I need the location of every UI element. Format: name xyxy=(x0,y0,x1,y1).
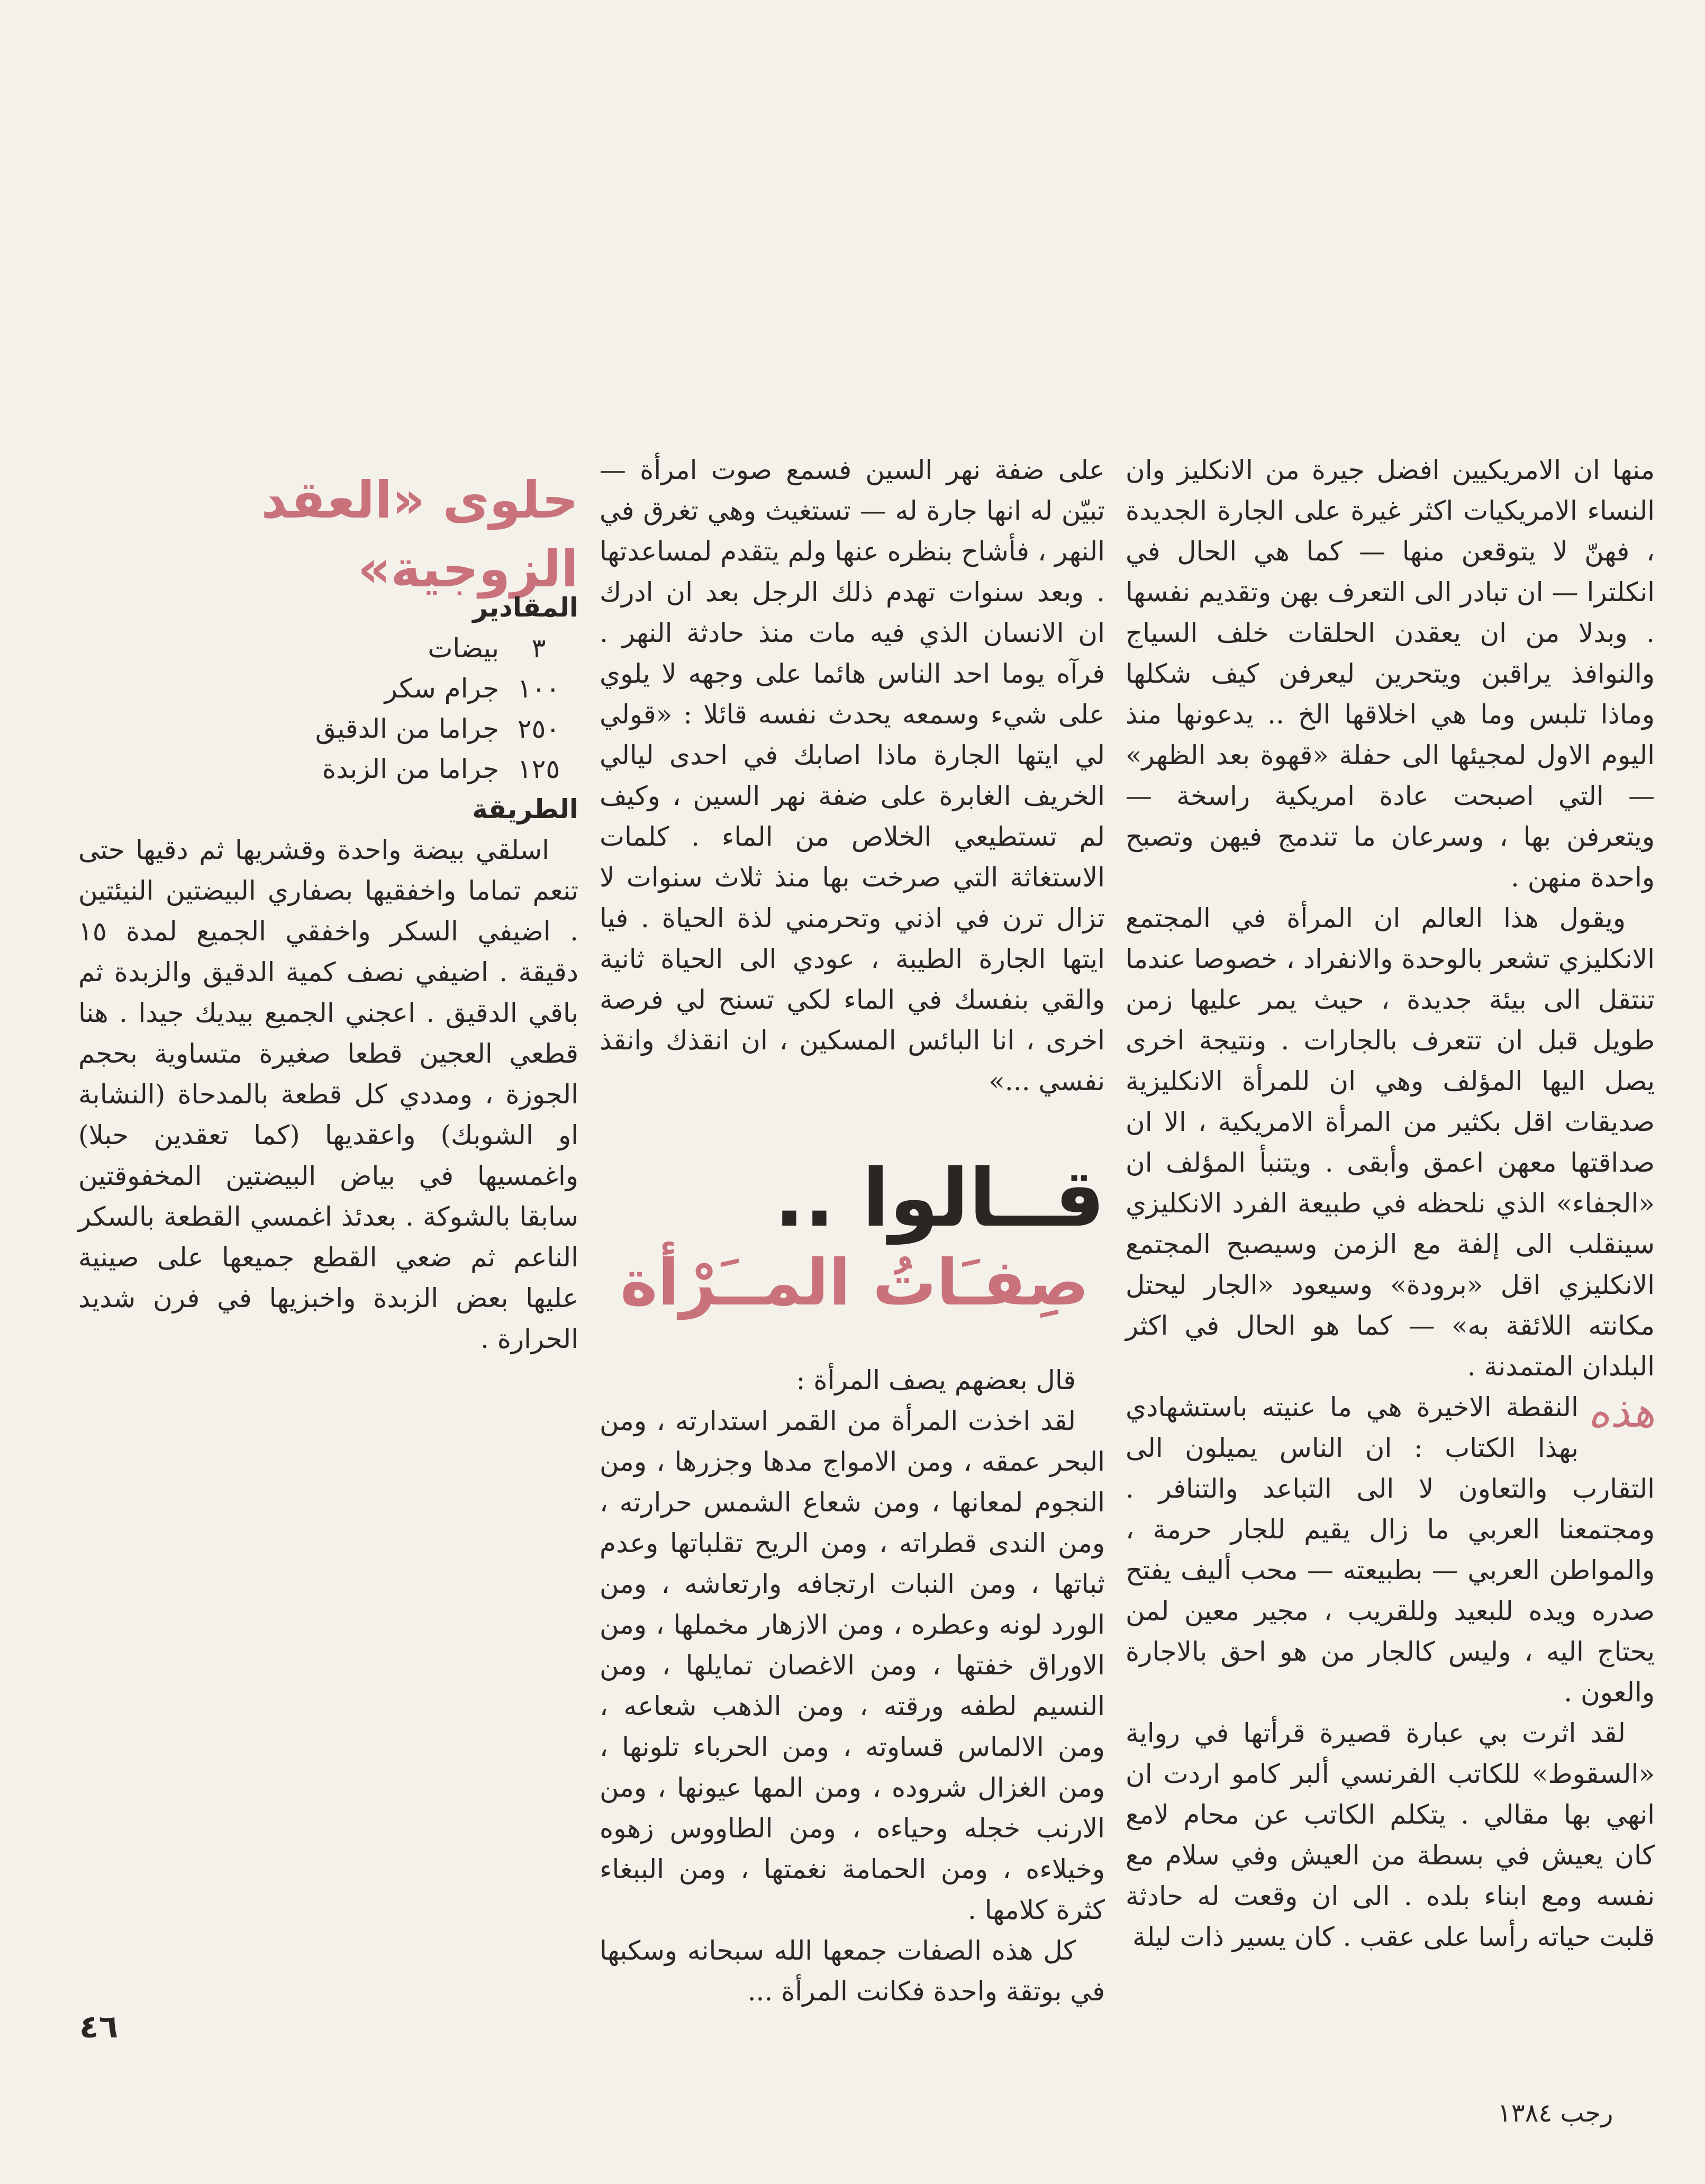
article-paragraph: لقد اثرت بي عبارة قصيرة قرأتها في رواية «السقوط» للكاتب الفرنسي ألبر كامو اردت ان انهي بها مقالي . يتكلم الكاتب عن محام لامع كان يعيش في بسطة من العيش وفي سلام مع نفسه ومع ابناء بلده . الى ان وقعت له حادثة قلبت حياته رأسا على عقب . كان يسير ذات ليلة xyxy=(1126,1718,1655,1952)
ingredient-row xyxy=(78,668,578,709)
method-text: اسلقي بيضة واحدة وقشريها ثم دقيها حتى تنعم تماما واخفقيها بصفاري البيضتين النيئتين . اضيفي السكر واخفقي الجميع لمدة ١٥ دقيقة . اضيفي نصف كمية الدقيق والزبدة ثم باقي الدقيق . اعجني الجميع بيديك جيدا . هنا قطعي العجين قطعا صغيرة متساوية بحجم الجوزة ، ومددي كل قطعة بالمدحاة (النشابة او الشوبك) واعقديها (كما تعقدين حبلا) واغمسيها في بياض البيضتين المخفوقتين سابقا بالشوكة . بعدئذ اغمسي القطعة بالسكر الناعم ثم ضعي القطع جميعها على صينية عليها بعض الزبدة واخبزيها في فرن شديد الحرارة . xyxy=(78,835,578,1354)
issue-date: رجب ١٣٨٤ xyxy=(1498,2098,1613,2128)
recipe-column xyxy=(78,587,578,1360)
ingredient-qty: ٣ xyxy=(531,633,546,664)
quotes-paragraph: كل هذه الصفات جمعها الله سبحانه وسكبها في بوتقة واحدة فكانت المرأة ... xyxy=(600,1935,1105,2007)
article-column-middle xyxy=(600,450,1105,1102)
article-paragraph: ويقول هذا العالم ان المرأة في المجتمع الانكليزي تشعر بالوحدة والانفراد ، خصوصا عندما تنتقل الى بيئة جديدة ، حيث يمر عليها زمن طويل قبل ان تتعرف بالجارات . ونتيجة اخرى يصل اليها المؤلف وهي ان للمرأة الانكليزية صديقات اقل بكثير من المرأة الامريكية ، الا ان صداقتها معهن اعمق وأبقى . ويتنبأ المؤلف ان «الجفاء» الذي نلحظه في طبيعة الفرد الانكليزي سينقلب الى إلفة مع الزمن وسيصبح المجتمع الانكليزي اقل «برودة» وسيعود «الجار ليحتل مكانته اللائقة به» — كما هو الحال في اكثر البلدان المتمدنة . xyxy=(1126,903,1655,1382)
ingredient-item: بيضات xyxy=(428,633,499,664)
method-heading: الطريقة xyxy=(472,794,578,824)
initial-word: هذه xyxy=(1588,1388,1655,1437)
quotes-body xyxy=(600,1360,1105,2012)
quotes-subtitle: صِفـَاتُ المــَرْأة xyxy=(620,1246,1089,1320)
ingredients-list xyxy=(78,628,578,789)
ingredient-item: جرام سكر xyxy=(384,673,499,704)
article-paragraph-text: النقطة الاخيرة هي ما عنيته باستشهادي بهذا الكتاب : ان الناس يميلون الى التقارب والتعاون لا الى التباعد والتنافر . ومجتمعنا العربي ما زال يقيم للجار حرمة ، والمواطن العربي — بطبيعته — محب أليف يفتح صدره ويده للبعيد وللقريب ، مجير معين لمن يحتاج اليه ، وليس كالجار من هو احق بالاجارة والعون . xyxy=(1126,1392,1655,1708)
ingredient-row xyxy=(78,749,578,789)
recipe-title: حلوى «العقد الزوجية» xyxy=(261,470,578,599)
ingredient-row xyxy=(78,628,578,668)
article-column-right xyxy=(1126,450,1655,1958)
ingredient-qty: ١٢٥ xyxy=(517,754,560,784)
quotes-paragraph: لقد اخذت المرأة من القمر استدارته ، ومن البحر عمقه ، ومن الامواج مدها وجزرها ، ومن النجوم لمعانها ، ومن شعاع الشمس حرارته ، ومن الندى قطراته ، ومن الريح تقلباتها وعدم ثباتها ، ومن النبات ارتجافه وارتعاشه ، ومن الورد لونه وعطره ، ومن الازهار مخملها ، ومن الاوراق خفتها ، ومن الاغصان تمايلها ، ومن النسيم لطفه ورقته ، ومن الذهب شعاعه ، ومن الالماس قساوته ، ومن الحرباء تلونها ، ومن الغزال شروده ، ومن المها عيونها ، ومن الارنب خجله وحياءه ، ومن الطاووس زهوه وخيلاءه ، ومن الحمامة نغمتها ، ومن الببغاء كثرة كلامها . xyxy=(600,1406,1105,1925)
ingredient-item: جراما من الدقيق xyxy=(315,713,499,744)
ingredient-item: جراما من الزبدة xyxy=(322,754,499,784)
ingredient-row xyxy=(78,709,578,749)
quotes-intro: قال بعضهم يصف المرأة : xyxy=(796,1365,1076,1395)
ingredient-qty: ١٠٠ xyxy=(517,673,560,704)
page-number: ٤٦ xyxy=(79,2008,119,2045)
quotes-title: قــالوا .. xyxy=(774,1153,1105,1245)
quotes-section xyxy=(600,1154,1105,2012)
article-paragraph: منها ان الامريكيين افضل جيرة من الانكليز وان النساء الامريكيات اكثر غيرة على الجارة الجديدة ، فهنّ لا يتوقعن منها — كما هي الحال في انكلترا — ان تبادر الى التعرف بهن وتقديم نفسها . وبدلا من ان يعقدن الحلقات خلف السياج والنوافذ يراقبن ويتحرين ليعرفن كيف شكلها وماذا تلبس وما هي اخلاقها الخ .. يدعونها منذ اليوم الاول لمجيئها الى حفلة «قهوة بعد الظهر» — التي اصبحت عادة امريكية راسخة — ويتعرفن بها ، وسرعان ما تندمج فيهن وتصبح واحدة منهن . xyxy=(1126,455,1655,893)
article-paragraph xyxy=(1126,1387,1655,1713)
article-paragraph: على ضفة نهر السين فسمع صوت امرأة — تبيّن له انها جارة له — تستغيث وهي تغرق في النهر ، فأشاح بنظره عنها ولم يتقدم لمساعدتها . وبعد سنوات تهدم ذلك الرجل بعد ان ادرك ان الانسان الذي فيه مات منذ حادثة النهر . فرآه يوما احد الناس هائما على وجهه لا يلوي على شيء وسمعه يحدث نفسه قائلا : «قولي لي ايتها الجارة ماذا اصابك في احدى ليالي الخريف الغابرة على ضفة نهر السين ، وكيف لم تستطيعي الخلاص من الماء . كلمات الاستغاثة التي صرخت بها منذ ثلاث سنوات لا تزال ترن في اذني وتحرمني لذة الحياة . فيا ايتها الجارة الطيبة ، عودي الى الحياة ثانية والقي بنفسك في الماء لكي تسنح لي فرصة اخرى ، انا البائس المسكين ، ان انقذك وانقذ نفسي ...» xyxy=(600,455,1105,1096)
ingredients-heading: المقادير xyxy=(473,592,578,623)
ingredient-qty: ٢٥٠ xyxy=(517,713,560,744)
